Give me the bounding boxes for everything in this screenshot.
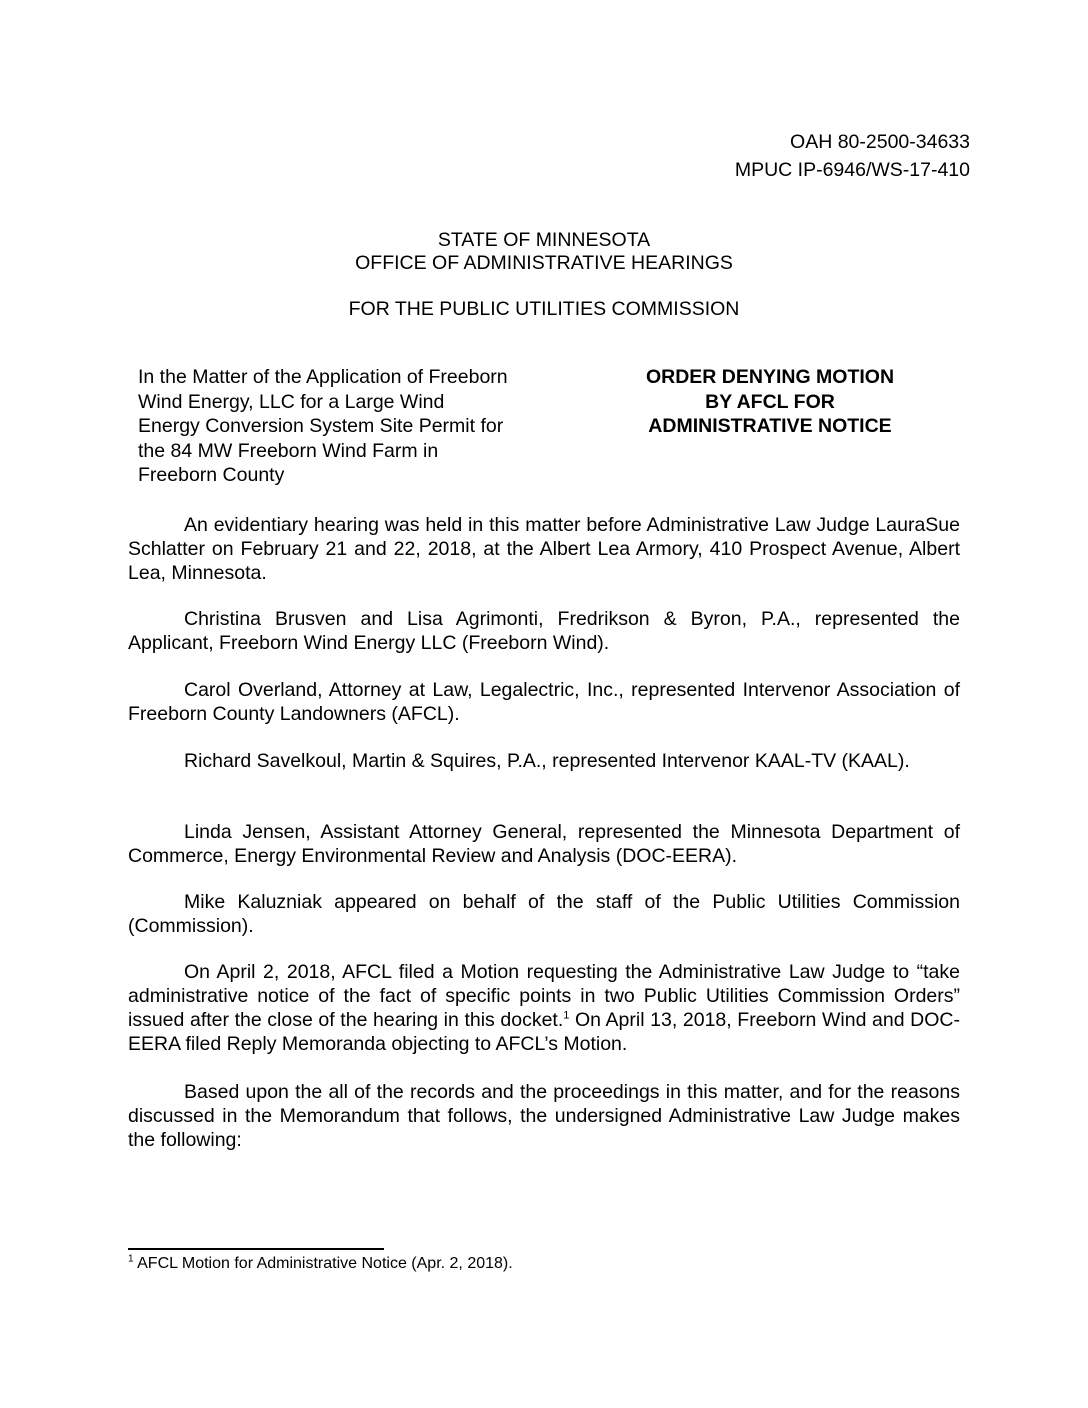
order-title-line: ADMINISTRATIVE NOTICE [648, 415, 892, 437]
footnote [128, 1254, 513, 1274]
footnote-number: 1 [128, 1253, 134, 1265]
footnote-text: AFCL Motion for Administrative Notice (Apr. 2, 2018). [133, 1255, 513, 1272]
paragraph-applicant-counsel: Christina Brusven and Lisa Agrimonti, Fredrikson & Byron, P.A., represented the Applicant, Freeborn Wind Energy LLC (Freeborn Wind). [128, 608, 960, 654]
caption-line: Wind Energy, LLC for a Large Wind [138, 390, 445, 413]
caption-line: Freeborn County [138, 464, 285, 486]
order-title [580, 365, 960, 439]
order-title-line: BY AFCL FOR [705, 390, 835, 413]
heading-state: STATE OF MINNESOTA [437, 229, 651, 251]
paragraph-kaal-counsel: Richard Savelkoul, Martin & Squires, P.A., represented Intervenor KAAL-TV (KAAL). [184, 750, 910, 772]
heading-office: OFFICE OF ADMINISTRATIVE HEARINGS [355, 252, 733, 274]
caption-line: In the Matter of the Application of Freeborn [138, 366, 508, 388]
docket-numbers [735, 128, 970, 184]
paragraph-basis: Based upon the all of the records and the proceedings in this matter, and for the reasons discussed in the Memorandum that follows, the undersigned Administrative Law Judge makes the following: [128, 1081, 960, 1151]
case-caption [138, 365, 558, 488]
footnote-reference[interactable]: 1 [563, 1009, 570, 1022]
caption-line: Energy Conversion System Site Permit for [138, 415, 504, 437]
paragraph-doc-eera-counsel: Linda Jensen, Assistant Attorney General, represented the Minnesota Department of Commerce, Energy Environmental Review and Analysis (DOC-EERA). [128, 821, 960, 867]
paragraph-commission-staff: Mike Kaluzniak appeared on behalf of the staff of the Public Utilities Commission (Commission). [128, 891, 960, 937]
heading-commission: FOR THE PUBLIC UTILITIES COMMISSION [348, 298, 740, 320]
footnote-divider [128, 1248, 384, 1250]
oah-docket-number: OAH 80-2500-34633 [790, 131, 970, 153]
paragraph-motion: On April 2, 2018, AFCL filed a Motion requesting the Administrative Law Judge to “take administrative notice of the fact of specific points in two Public Utilities Commission Orders” issued after the close of the hearing in this docket.$^1$ On April 13, 2018, Freeborn Wind and DOC-EERA filed Reply Memoranda objecting to AFCL’s Motion. [128, 961, 961, 1055]
mpuc-docket-number: MPUC IP-6946/WS-17-410 [734, 159, 970, 181]
order-title-line: ORDER DENYING MOTION [645, 366, 895, 388]
paragraph-hearing: An evidentiary hearing was held in this matter before Administrative Law Judge LauraSue Schlatter on February 21 and 22, 2018, at the Albert Lea Armory, 410 Prospect Avenue, Albert Lea, Minnesota. [128, 514, 960, 584]
paragraph-afcl-counsel: Carol Overland, Attorney at Law, Legalectric, Inc., represented Intervenor Association of Freeborn County Landowners (AFCL). [128, 679, 960, 725]
caption-line: the 84 MW Freeborn Wind Farm in [138, 439, 439, 462]
